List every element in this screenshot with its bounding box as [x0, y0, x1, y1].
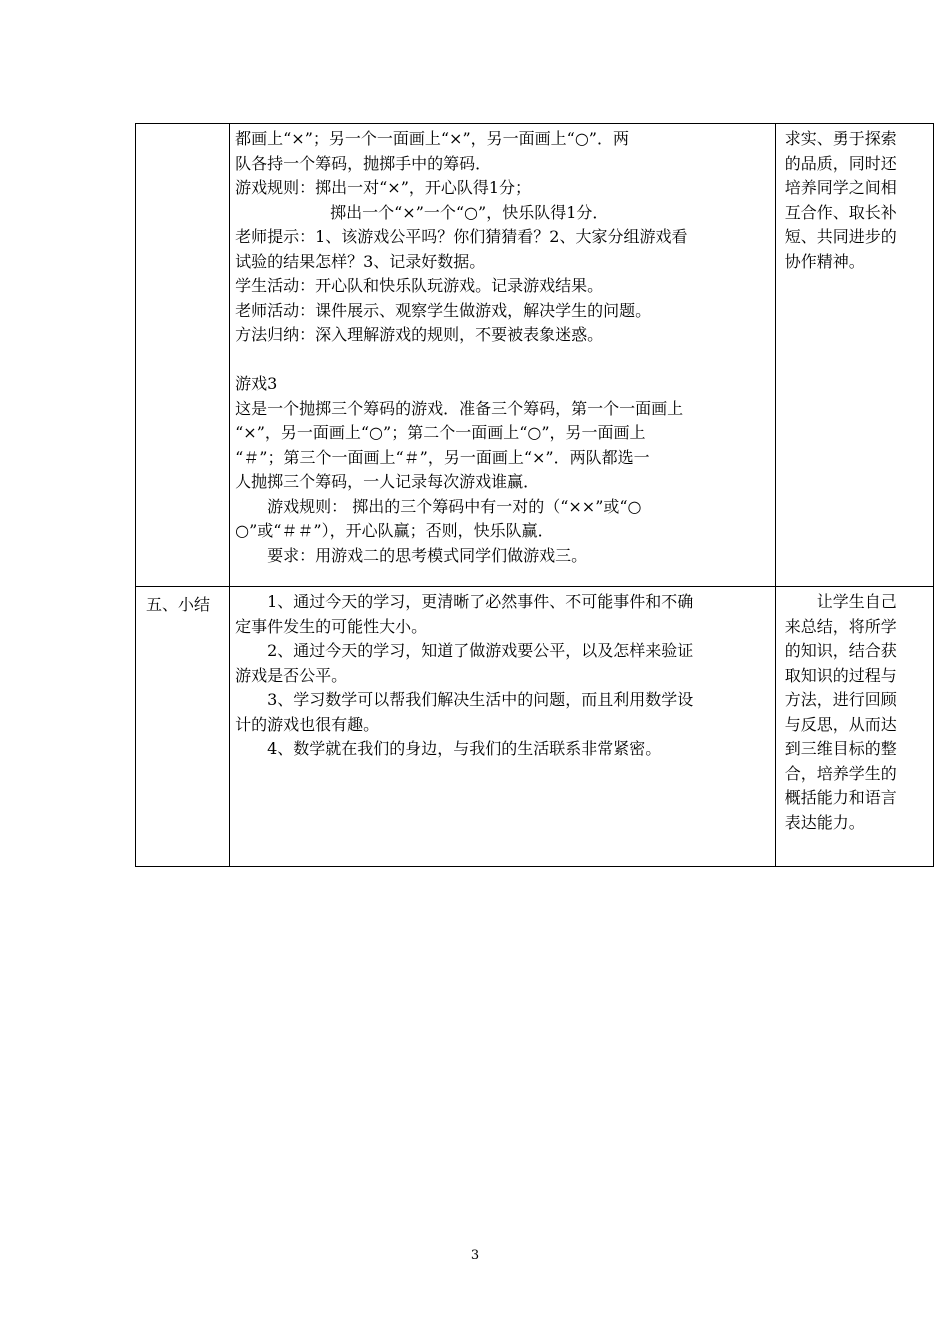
section-label-cell — [136, 124, 230, 587]
student-activity-line: 学生活动：开心队和快乐队玩游戏。记录游戏结果。 — [235, 276, 604, 295]
teacher-hint-line: 试验的结果怎样？3、记录好数据。 — [235, 251, 486, 271]
objective-line: 到三维目标的整 — [784, 739, 897, 758]
blank-line — [235, 348, 772, 373]
game-rule-line: ○”或“＃＃”），开心队赢；否则，快乐队赢． — [235, 521, 554, 540]
content-line: 这是一个抛掷三个筹码的游戏．准备三个筹码，第一个一面画上 — [235, 398, 684, 418]
section-label: 五、小结 — [146, 595, 211, 614]
page-number: 3 — [470, 1248, 480, 1263]
content-line: 人抛掷三个筹码，一人记录每次游戏谁赢． — [235, 472, 540, 491]
content-line: “＃”；第三个一面画上“＃”，另一面画上“×”．两队都选一 — [235, 447, 650, 467]
section-label-cell — [136, 587, 230, 867]
game-rule-line: 游戏规则：掷出一对“×”，开心队得1分； — [235, 178, 532, 197]
teacher-hint-line: 老师提示：1、该游戏公平吗？你们猜猜看？2、大家分组游戏看 — [235, 227, 688, 246]
summary-line: 游戏是否公平。 — [235, 665, 348, 685]
objective-line: 表达能力。 — [784, 812, 865, 832]
summary-content-cell — [230, 587, 776, 867]
table-row — [136, 587, 934, 867]
summary-line: 2、通过今天的学习，知道了做游戏要公平，以及怎样来验证 — [267, 641, 694, 660]
content-line: 都画上“×”；另一个一面画上“×”，另一面画上“○”．两 — [235, 129, 629, 148]
objective-line: 求实、勇于探索 — [784, 129, 897, 148]
objective-line: 培养同学之间相 — [784, 178, 897, 197]
method-summary-line: 方法归纳：深入理解游戏的规则，不要被表象迷惑。 — [235, 325, 604, 344]
requirement-line: 要求：用游戏二的思考模式同学们做游戏三。 — [267, 545, 588, 565]
objective-line: 方法，进行回顾 — [784, 690, 897, 709]
content-line: 队各持一个筹码，抛掷手中的筹码． — [235, 153, 492, 173]
objective-line: 取知识的过程与 — [784, 665, 897, 685]
summary-line: 1、通过今天的学习，更清晰了必然事件、不可能事件和不确 — [267, 592, 694, 611]
summary-line: 定事件发生的可能性大小。 — [235, 616, 428, 636]
content-line: “×”，另一面画上“○”；第二个一面画上“○”，另一面画上 — [235, 423, 646, 442]
summary-line: 4、数学就在我们的身边，与我们的生活联系非常紧密。 — [267, 739, 662, 758]
table-row — [136, 124, 934, 587]
objective-line: 短、共同进步的 — [784, 227, 897, 246]
objective-cell — [775, 587, 933, 867]
objective-line: 来总结，将所学 — [784, 616, 897, 636]
objective-line: 互合作、取长补 — [784, 202, 897, 222]
objective-line: 合，培养学生的 — [784, 763, 897, 783]
game-rule-line: 游戏规则： 掷出的三个筹码中有一对的（“××”或“○ — [267, 496, 642, 516]
objective-line: 与反思，从而达 — [784, 714, 897, 734]
game3-heading: 游戏3 — [235, 374, 278, 393]
lesson-plan-table — [135, 123, 934, 867]
objective-line: 概括能力和语言 — [784, 788, 897, 807]
activity-content-cell — [230, 124, 776, 587]
objective-line: 协作精神。 — [784, 251, 865, 271]
objective-line: 的知识，结合获 — [784, 641, 897, 660]
summary-line: 计的游戏也很有趣。 — [235, 714, 380, 734]
game-rule-line: 掷出一个“×”一个“○”，快乐队得1分． — [330, 202, 609, 222]
objective-line: 的品质，同时还 — [784, 153, 897, 173]
objective-cell — [775, 124, 933, 587]
teacher-activity-line: 老师活动：课件展示、观察学生做游戏，解决学生的问题。 — [235, 300, 652, 320]
summary-line: 3、学习数学可以帮我们解决生活中的问题，而且利用数学设 — [267, 690, 694, 709]
objective-line: 让学生自己 — [816, 592, 897, 611]
